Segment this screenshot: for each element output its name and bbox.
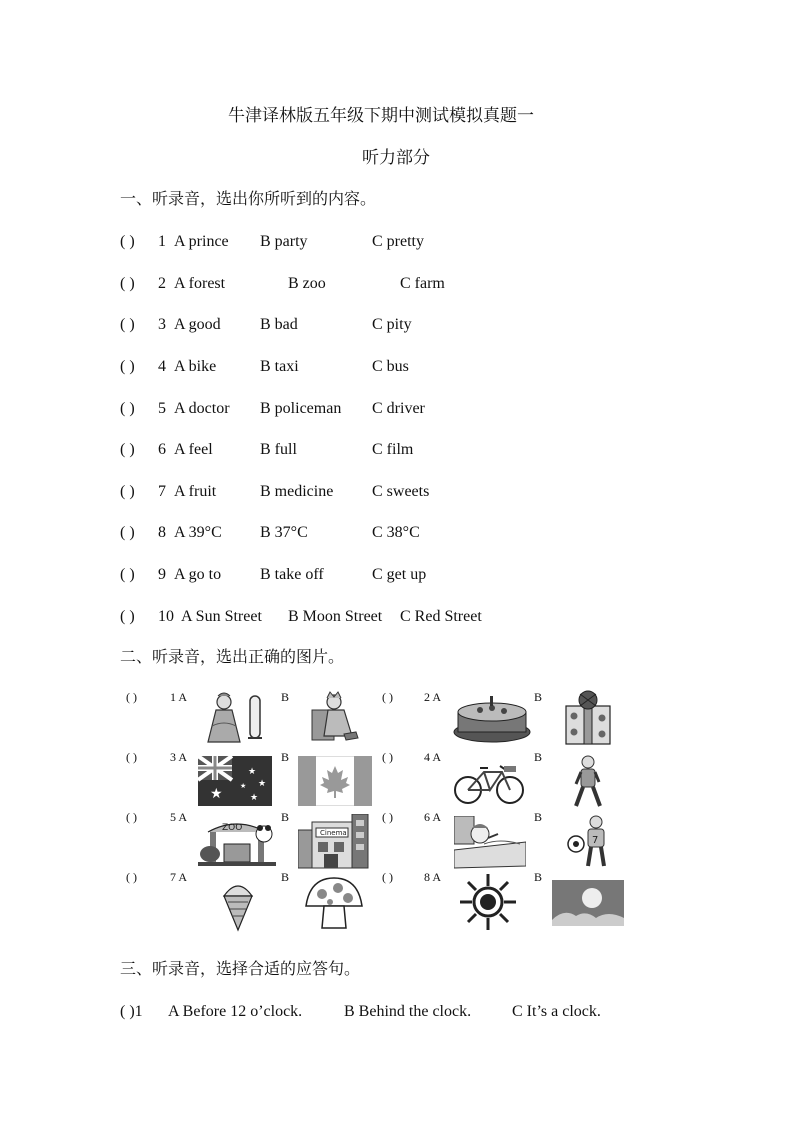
picture-question-label: 3 A <box>170 750 188 764</box>
option-c: C sweets <box>372 483 430 500</box>
boy-walking-picture[interactable] <box>566 754 610 810</box>
svg-text:ZOO: ZOO <box>222 823 243 833</box>
svg-text:★: ★ <box>248 767 257 777</box>
option-c: C pity <box>372 316 412 333</box>
option-b: B policeman <box>260 400 342 417</box>
jersey-number: 7 <box>592 835 599 846</box>
canada-flag-picture[interactable] <box>298 756 372 806</box>
svg-text:★: ★ <box>240 782 247 790</box>
svg-text:★: ★ <box>210 786 223 802</box>
picture-question-label: 7 A <box>170 870 188 884</box>
answer-blank[interactable]: ( ) <box>382 870 393 884</box>
answer-blank[interactable]: ( ) <box>126 690 137 704</box>
princess-shoe-picture[interactable] <box>300 690 368 746</box>
question-number: 6 <box>158 441 166 458</box>
option-c: C pretty <box>372 233 424 250</box>
section-1-heading: 一、听录音，选出你所听到的内容。 <box>120 191 377 208</box>
option-c: C get up <box>372 566 427 583</box>
option-b-label: B <box>534 870 543 884</box>
picture-question-label: 5 A <box>170 810 188 824</box>
option-b-label: B <box>281 750 290 764</box>
question-number: 2 <box>158 275 166 292</box>
answer-blank[interactable]: ( ) <box>120 524 135 541</box>
picture-question-label: 6 A <box>424 810 442 824</box>
svg-text:★: ★ <box>250 793 259 803</box>
answer-blank[interactable]: ( ) <box>126 870 137 884</box>
answer-blank[interactable]: ( ) <box>126 750 137 764</box>
option-b: B take off <box>260 566 324 583</box>
answer-blank[interactable]: ( ) <box>382 750 393 764</box>
option-a: A Before 12 o’clock. <box>168 1003 303 1020</box>
option-b-label: B <box>534 750 543 764</box>
option-b-label: B <box>281 870 290 884</box>
option-a: A bike <box>174 358 217 375</box>
svg-text:★: ★ <box>258 779 267 789</box>
option-b: B full <box>260 441 297 458</box>
bicycle-picture[interactable] <box>454 762 526 806</box>
option-c: C film <box>372 441 414 458</box>
picture-question-label: 1 A <box>170 690 188 704</box>
option-a: A 39°C <box>174 524 222 541</box>
answer-blank[interactable]: ( ) <box>120 608 135 625</box>
option-b: B Behind the clock. <box>344 1003 472 1020</box>
question-number: 1 <box>158 233 166 250</box>
option-c: C bus <box>372 358 409 375</box>
birthday-cake-picture[interactable] <box>452 692 532 744</box>
answer-blank[interactable]: ( ) <box>120 483 135 500</box>
option-b: B party <box>260 233 308 250</box>
option-a: A prince <box>174 233 229 250</box>
option-c: C driver <box>372 400 425 417</box>
gift-box-picture[interactable] <box>560 688 616 746</box>
option-c: C farm <box>400 275 445 292</box>
question-number: 10 <box>158 608 174 625</box>
page-subtitle: 听力部分 <box>362 148 430 167</box>
option-a: A forest <box>174 275 226 292</box>
section-3-heading: 三、听录音，选择合适的应答句。 <box>120 961 361 978</box>
option-b-label: B <box>534 810 543 824</box>
sun-picture[interactable] <box>458 872 518 932</box>
answer-blank[interactable]: ( ) <box>382 690 393 704</box>
option-b: B 37°C <box>260 524 308 541</box>
option-b-label: B <box>281 690 290 704</box>
option-b-label: B <box>281 810 290 824</box>
answer-blank[interactable]: ( ) <box>120 316 135 333</box>
answer-blank[interactable]: ( ) <box>120 233 135 250</box>
princess-mirror-picture[interactable] <box>200 690 268 746</box>
option-c: C It’s a clock. <box>512 1003 601 1020</box>
option-a: A go to <box>174 566 222 583</box>
mushroom-picture[interactable] <box>302 876 366 932</box>
option-a: A Sun Street <box>181 608 262 625</box>
option-a: A good <box>174 316 221 333</box>
answer-blank[interactable]: ( ) <box>120 441 135 458</box>
answer-blank[interactable]: ( ) <box>382 810 393 824</box>
page-title: 牛津译林版五年级下期中测试模拟真题一 <box>228 106 534 125</box>
option-a: A feel <box>174 441 213 458</box>
zoo-picture[interactable] <box>198 816 276 868</box>
answer-blank[interactable]: ( ) <box>126 810 137 824</box>
option-b-label: B <box>534 690 543 704</box>
question-number: 8 <box>158 524 166 541</box>
option-b: B taxi <box>260 358 299 375</box>
answer-blank[interactable]: ( ) <box>120 358 135 375</box>
cinema-picture[interactable] <box>298 814 370 870</box>
option-b: B Moon Street <box>288 608 383 625</box>
ice-cream-picture[interactable] <box>218 876 258 932</box>
cinema-sign-text: Cinema <box>320 829 347 837</box>
answer-blank[interactable]: ( ) <box>120 275 135 292</box>
sick-boy-in-bed-picture[interactable] <box>454 816 526 870</box>
picture-question-label: 4 A <box>424 750 442 764</box>
option-b: B bad <box>260 316 298 333</box>
answer-blank[interactable]: ( ) <box>120 400 135 417</box>
option-c: C 38°C <box>372 524 420 541</box>
question-number: 9 <box>158 566 166 583</box>
picture-question-label: 8 A <box>424 870 442 884</box>
moon-night-picture[interactable] <box>552 880 624 926</box>
australia-flag-picture[interactable] <box>198 756 272 806</box>
option-c: C Red Street <box>400 608 482 625</box>
option-b: B zoo <box>288 275 326 292</box>
question-number: 5 <box>158 400 166 417</box>
question-number: 7 <box>158 483 166 500</box>
picture-question-label: 2 A <box>424 690 442 704</box>
option-a: A doctor <box>174 400 230 417</box>
boy-soccer-picture[interactable] <box>566 814 616 870</box>
section-2-heading: 二、听录音，选出正确的图片。 <box>120 649 345 666</box>
answer-blank[interactable]: ( ) <box>120 566 135 583</box>
answer-blank-question-1[interactable]: ( )1 <box>120 1003 143 1020</box>
option-a: A fruit <box>174 483 217 500</box>
option-b: B medicine <box>260 483 334 500</box>
question-number: 3 <box>158 316 166 333</box>
question-number: 4 <box>158 358 166 375</box>
